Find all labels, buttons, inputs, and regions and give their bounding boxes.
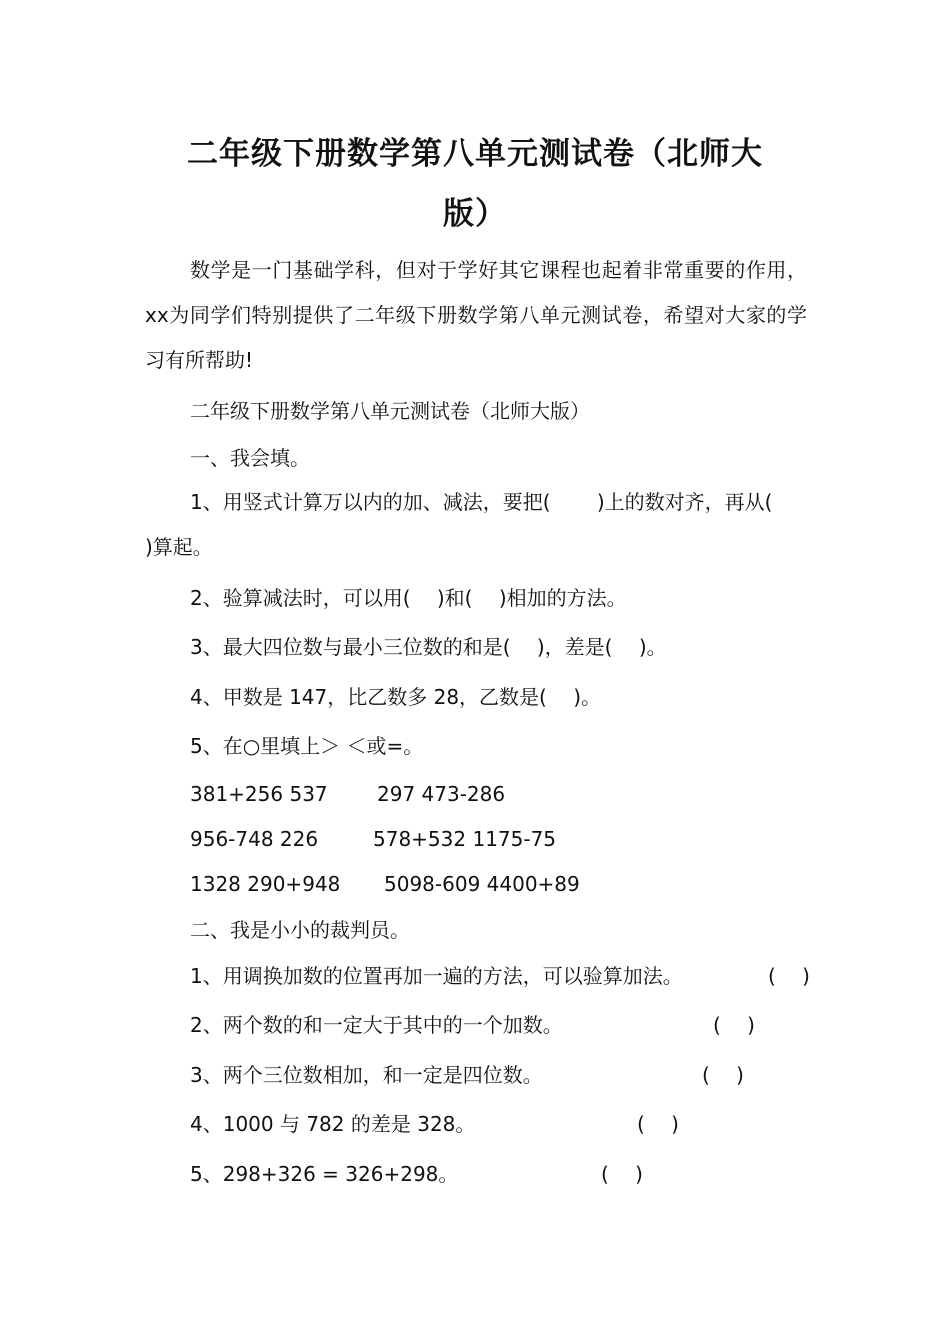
compare-row-2-left: 956-748 226 (190, 827, 319, 851)
judge-item-4-text: 4、1000 与 782 的差是 328。 (190, 1112, 476, 1136)
section-2-heading: 二、我是小小的裁判员。 (190, 918, 410, 942)
judge-item-2-text: 2、两个数的和一定大于其中的一个加数。 (190, 1013, 563, 1037)
intro-paragraph: 数学是一门基础学科，但对于学好其它课程也起着非常重要的作用，xx为同学们特别提供了二年级下册数学第八单元测试卷，希望对大家的学习有所帮助! (145, 258, 807, 372)
judge-item-2-paren: ( ) (713, 1013, 755, 1037)
question-4: 4、甲数是 147，比乙数多 28，乙数是( )。 (190, 685, 602, 709)
question-1-line-1: 1、用竖式计算万以内的加、减法，要把( )上的数对齐，再从( (190, 490, 773, 514)
question-3: 3、最大四位数与最小三位数的和是( )，差是( )。 (190, 635, 667, 659)
question-2: 2、验算减法时，可以用( )和( )相加的方法。 (190, 586, 627, 610)
subtitle: 二年级下册数学第八单元测试卷（北师大版） (190, 399, 590, 423)
compare-row-3-right: 5098-609 4400+89 (384, 872, 580, 896)
compare-row-2-right: 578+532 1175-75 (373, 827, 557, 851)
page-title-line-2: 版） (443, 196, 507, 232)
judge-item-5-paren: ( ) (601, 1162, 643, 1186)
judge-item-1-paren: ( ) (768, 964, 810, 988)
judge-item-3-paren: ( ) (702, 1063, 744, 1087)
compare-row-1-right: 297 473-286 (377, 782, 506, 806)
question-5: 5、在○里填上＞ ＜或=。 (190, 734, 424, 758)
judge-item-5-text: 5、298+326 = 326+298。 (190, 1162, 459, 1186)
compare-row-1-left: 381+256 537 (190, 782, 328, 806)
judge-item-4-paren: ( ) (637, 1112, 679, 1136)
compare-row-3-left: 1328 290+948 (190, 872, 341, 896)
page-title-line-1: 二年级下册数学第八单元测试卷（北师大 (187, 136, 763, 172)
judge-item-1-text: 1、用调换加数的位置再加一遍的方法，可以验算加法。 (190, 964, 683, 988)
judge-item-3-text: 3、两个三位数相加，和一定是四位数。 (190, 1063, 543, 1087)
question-1-line-2: )算起。 (145, 535, 213, 559)
section-1-heading: 一、我会填。 (190, 446, 310, 470)
